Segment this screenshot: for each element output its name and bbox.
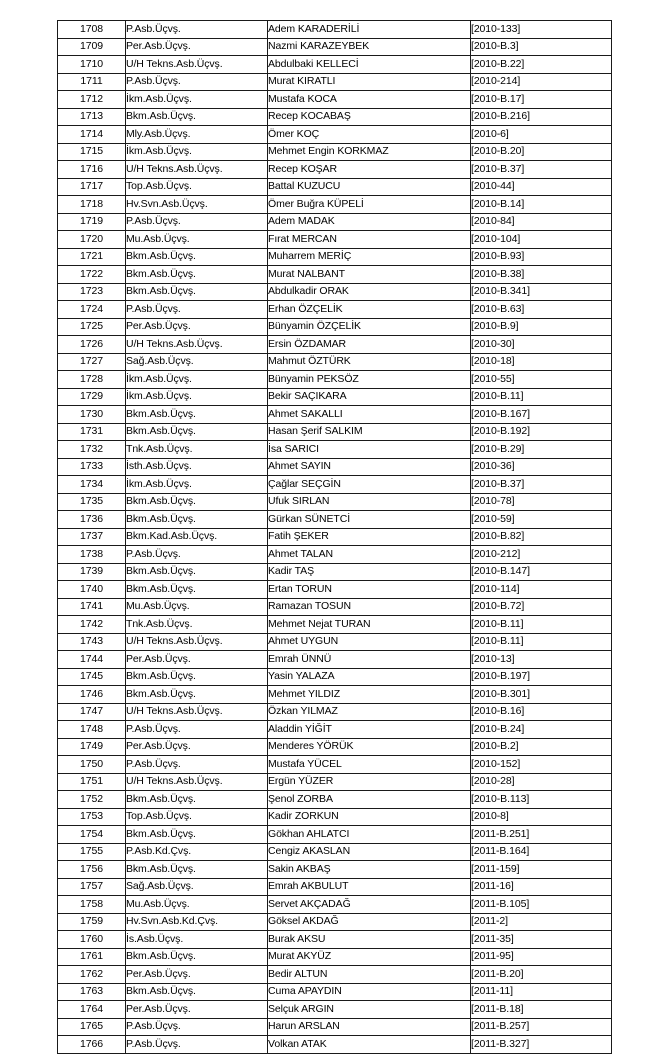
- cell-full-name: Emrah AKBULUT: [268, 878, 471, 896]
- cell-reference-code: [2011-B.327]: [471, 1036, 612, 1054]
- cell-full-name: Ufuk SIRLAN: [268, 493, 471, 511]
- cell-rank: Bkm.Asb.Üçvş.: [126, 108, 268, 126]
- cell-reference-code: [2011-B.251]: [471, 826, 612, 844]
- cell-reference-code: [2010-B.37]: [471, 476, 612, 494]
- table-row: [58, 791, 612, 809]
- cell-reference-code: [2010-B.167]: [471, 406, 612, 424]
- cell-rank: Bkm.Asb.Üçvş.: [126, 511, 268, 529]
- table-row: [58, 423, 612, 441]
- cell-sequence-number: 1729: [58, 388, 126, 406]
- cell-full-name: Mehmet Nejat TURAN: [268, 616, 471, 634]
- cell-reference-code: [2010-B.14]: [471, 196, 612, 214]
- cell-rank: P.Asb.Üçvş.: [126, 546, 268, 564]
- cell-reference-code: [2011-B.20]: [471, 966, 612, 984]
- cell-rank: Per.Asb.Üçvş.: [126, 318, 268, 336]
- cell-reference-code: [2010-B.22]: [471, 56, 612, 74]
- cell-rank: P.Asb.Üçvş.: [126, 301, 268, 319]
- cell-rank: İs.Asb.Üçvş.: [126, 931, 268, 949]
- cell-rank: İkm.Asb.Üçvş.: [126, 388, 268, 406]
- cell-full-name: Ergün YÜZER: [268, 773, 471, 791]
- cell-sequence-number: 1709: [58, 38, 126, 56]
- cell-reference-code: [2010-B.341]: [471, 283, 612, 301]
- cell-rank: Bkm.Asb.Üçvş.: [126, 581, 268, 599]
- cell-full-name: Muharrem MERİÇ: [268, 248, 471, 266]
- cell-rank: Bkm.Asb.Üçvş.: [126, 423, 268, 441]
- cell-rank: Hv.Svn.Asb.Üçvş.: [126, 196, 268, 214]
- cell-rank: U/H Tekns.Asb.Üçvş.: [126, 633, 268, 651]
- cell-rank: Bkm.Asb.Üçvş.: [126, 266, 268, 284]
- cell-sequence-number: 1723: [58, 283, 126, 301]
- cell-full-name: Menderes YÖRÜK: [268, 738, 471, 756]
- cell-full-name: Bedir ALTUN: [268, 966, 471, 984]
- cell-rank: P.Asb.Üçvş.: [126, 1036, 268, 1054]
- cell-reference-code: [2010-B.93]: [471, 248, 612, 266]
- cell-reference-code: [2010-28]: [471, 773, 612, 791]
- cell-reference-code: [2010-212]: [471, 546, 612, 564]
- cell-reference-code: [2010-B.11]: [471, 388, 612, 406]
- cell-sequence-number: 1744: [58, 651, 126, 669]
- cell-sequence-number: 1710: [58, 56, 126, 74]
- table-row: [58, 441, 612, 459]
- cell-sequence-number: 1757: [58, 878, 126, 896]
- cell-sequence-number: 1730: [58, 406, 126, 424]
- cell-full-name: Cengiz AKASLAN: [268, 843, 471, 861]
- cell-sequence-number: 1722: [58, 266, 126, 284]
- table-row: [58, 458, 612, 476]
- cell-rank: P.Asb.Üçvş.: [126, 21, 268, 39]
- cell-sequence-number: 1765: [58, 1018, 126, 1036]
- cell-full-name: Murat KIRATLI: [268, 73, 471, 91]
- cell-rank: Bkm.Asb.Üçvş.: [126, 948, 268, 966]
- cell-reference-code: [2010-B.37]: [471, 161, 612, 179]
- cell-sequence-number: 1752: [58, 791, 126, 809]
- cell-reference-code: [2010-B.24]: [471, 721, 612, 739]
- cell-sequence-number: 1719: [58, 213, 126, 231]
- cell-sequence-number: 1751: [58, 773, 126, 791]
- cell-sequence-number: 1712: [58, 91, 126, 109]
- cell-rank: U/H Tekns.Asb.Üçvş.: [126, 703, 268, 721]
- cell-rank: Bkm.Asb.Üçvş.: [126, 283, 268, 301]
- cell-full-name: Ahmet UYGUN: [268, 633, 471, 651]
- table-row: [58, 91, 612, 109]
- cell-full-name: Recep KOŞAR: [268, 161, 471, 179]
- cell-sequence-number: 1739: [58, 563, 126, 581]
- table-row: [58, 353, 612, 371]
- table-row: [58, 248, 612, 266]
- roster-table-body: [58, 21, 612, 1054]
- cell-reference-code: [2010-B.3]: [471, 38, 612, 56]
- cell-rank: P.Asb.Üçvş.: [126, 73, 268, 91]
- cell-full-name: Cuma APAYDIN: [268, 983, 471, 1001]
- cell-full-name: Servet AKÇADAĞ: [268, 896, 471, 914]
- cell-full-name: Yasin YALAZA: [268, 668, 471, 686]
- cell-rank: P.Asb.Üçvş.: [126, 756, 268, 774]
- cell-reference-code: [2011-11]: [471, 983, 612, 1001]
- table-row: [58, 563, 612, 581]
- cell-reference-code: [2010-59]: [471, 511, 612, 529]
- cell-rank: Top.Asb.Üçvş.: [126, 808, 268, 826]
- cell-rank: U/H Tekns.Asb.Üçvş.: [126, 56, 268, 74]
- cell-rank: U/H Tekns.Asb.Üçvş.: [126, 773, 268, 791]
- cell-reference-code: [2011-95]: [471, 948, 612, 966]
- cell-full-name: Harun ARSLAN: [268, 1018, 471, 1036]
- cell-sequence-number: 1762: [58, 966, 126, 984]
- cell-rank: Bkm.Asb.Üçvş.: [126, 791, 268, 809]
- cell-reference-code: [2010-78]: [471, 493, 612, 511]
- cell-full-name: Murat NALBANT: [268, 266, 471, 284]
- cell-sequence-number: 1721: [58, 248, 126, 266]
- table-row: [58, 38, 612, 56]
- cell-rank: Bkm.Asb.Üçvş.: [126, 563, 268, 581]
- cell-full-name: Volkan ATAK: [268, 1036, 471, 1054]
- cell-reference-code: [2010-55]: [471, 371, 612, 389]
- cell-sequence-number: 1756: [58, 861, 126, 879]
- cell-sequence-number: 1760: [58, 931, 126, 949]
- cell-full-name: Mehmet YILDIZ: [268, 686, 471, 704]
- table-row: [58, 861, 612, 879]
- cell-full-name: Adem KARADERİLİ: [268, 21, 471, 39]
- cell-sequence-number: 1754: [58, 826, 126, 844]
- table-row: [58, 633, 612, 651]
- cell-rank: İkm.Asb.Üçvş.: [126, 143, 268, 161]
- table-row: [58, 931, 612, 949]
- cell-sequence-number: 1766: [58, 1036, 126, 1054]
- cell-rank: Tnk.Asb.Üçvş.: [126, 616, 268, 634]
- cell-sequence-number: 1750: [58, 756, 126, 774]
- cell-rank: Sağ.Asb.Üçvş.: [126, 878, 268, 896]
- cell-full-name: Fatih ŞEKER: [268, 528, 471, 546]
- table-row: [58, 161, 612, 179]
- table-row: [58, 143, 612, 161]
- cell-sequence-number: 1732: [58, 441, 126, 459]
- cell-reference-code: [2010-84]: [471, 213, 612, 231]
- cell-sequence-number: 1741: [58, 598, 126, 616]
- cell-full-name: Şenol ZORBA: [268, 791, 471, 809]
- cell-full-name: Mustafa YÜCEL: [268, 756, 471, 774]
- cell-rank: Bkm.Asb.Üçvş.: [126, 826, 268, 844]
- table-row: [58, 73, 612, 91]
- cell-reference-code: [2010-30]: [471, 336, 612, 354]
- cell-rank: P.Asb.Kd.Çvş.: [126, 843, 268, 861]
- cell-reference-code: [2010-B.72]: [471, 598, 612, 616]
- table-row: [58, 318, 612, 336]
- cell-sequence-number: 1748: [58, 721, 126, 739]
- cell-sequence-number: 1733: [58, 458, 126, 476]
- cell-sequence-number: 1717: [58, 178, 126, 196]
- cell-sequence-number: 1724: [58, 301, 126, 319]
- cell-reference-code: [2010-B.38]: [471, 266, 612, 284]
- cell-full-name: Erhan ÖZÇELİK: [268, 301, 471, 319]
- cell-sequence-number: 1726: [58, 336, 126, 354]
- cell-reference-code: [2010-B.192]: [471, 423, 612, 441]
- cell-full-name: Aladdin YİĞİT: [268, 721, 471, 739]
- cell-rank: Bkm.Kad.Asb.Üçvş.: [126, 528, 268, 546]
- table-row: [58, 301, 612, 319]
- cell-rank: Per.Asb.Üçvş.: [126, 651, 268, 669]
- cell-sequence-number: 1764: [58, 1001, 126, 1019]
- cell-rank: Bkm.Asb.Üçvş.: [126, 668, 268, 686]
- table-row: [58, 773, 612, 791]
- cell-rank: Bkm.Asb.Üçvş.: [126, 861, 268, 879]
- cell-full-name: Mahmut ÖZTÜRK: [268, 353, 471, 371]
- cell-full-name: Hasan Şerif SALKIM: [268, 423, 471, 441]
- cell-reference-code: [2011-2]: [471, 913, 612, 931]
- cell-reference-code: [2010-B.9]: [471, 318, 612, 336]
- cell-reference-code: [2011-159]: [471, 861, 612, 879]
- table-row: [58, 21, 612, 39]
- cell-reference-code: [2010-B.11]: [471, 616, 612, 634]
- cell-reference-code: [2010-36]: [471, 458, 612, 476]
- cell-rank: Mu.Asb.Üçvş.: [126, 231, 268, 249]
- cell-full-name: Recep KOCABAŞ: [268, 108, 471, 126]
- cell-rank: Per.Asb.Üçvş.: [126, 38, 268, 56]
- cell-reference-code: [2010-133]: [471, 21, 612, 39]
- cell-reference-code: [2010-B.216]: [471, 108, 612, 126]
- cell-reference-code: [2011-B.105]: [471, 896, 612, 914]
- cell-rank: Sağ.Asb.Üçvş.: [126, 353, 268, 371]
- cell-full-name: Abdulbaki KELLECİ: [268, 56, 471, 74]
- cell-sequence-number: 1736: [58, 511, 126, 529]
- cell-rank: İkm.Asb.Üçvş.: [126, 371, 268, 389]
- table-row: [58, 896, 612, 914]
- table-row: [58, 1001, 612, 1019]
- cell-sequence-number: 1728: [58, 371, 126, 389]
- table-row: [58, 651, 612, 669]
- cell-rank: P.Asb.Üçvş.: [126, 721, 268, 739]
- cell-sequence-number: 1758: [58, 896, 126, 914]
- cell-sequence-number: 1731: [58, 423, 126, 441]
- cell-rank: Per.Asb.Üçvş.: [126, 1001, 268, 1019]
- table-row: [58, 948, 612, 966]
- table-row: [58, 371, 612, 389]
- cell-rank: U/H Tekns.Asb.Üçvş.: [126, 336, 268, 354]
- cell-full-name: Bünyamin ÖZÇELİK: [268, 318, 471, 336]
- cell-full-name: Ramazan TOSUN: [268, 598, 471, 616]
- cell-reference-code: [2010-214]: [471, 73, 612, 91]
- cell-rank: Bkm.Asb.Üçvş.: [126, 686, 268, 704]
- cell-full-name: Selçuk ARGIN: [268, 1001, 471, 1019]
- cell-sequence-number: 1742: [58, 616, 126, 634]
- table-row: [58, 721, 612, 739]
- cell-sequence-number: 1737: [58, 528, 126, 546]
- cell-sequence-number: 1745: [58, 668, 126, 686]
- cell-sequence-number: 1713: [58, 108, 126, 126]
- table-row: [58, 913, 612, 931]
- cell-rank: Bkm.Asb.Üçvş.: [126, 493, 268, 511]
- cell-reference-code: [2011-B.18]: [471, 1001, 612, 1019]
- cell-rank: Top.Asb.Üçvş.: [126, 178, 268, 196]
- table-row: [58, 178, 612, 196]
- table-row: [58, 756, 612, 774]
- table-row: [58, 266, 612, 284]
- cell-rank: Mu.Asb.Üçvş.: [126, 598, 268, 616]
- cell-full-name: Mustafa KOCA: [268, 91, 471, 109]
- table-row: [58, 581, 612, 599]
- cell-rank: Bkm.Asb.Üçvş.: [126, 406, 268, 424]
- cell-reference-code: [2010-B.16]: [471, 703, 612, 721]
- table-row: [58, 511, 612, 529]
- cell-sequence-number: 1714: [58, 126, 126, 144]
- table-row: [58, 1036, 612, 1054]
- table-row: [58, 843, 612, 861]
- table-row: [58, 598, 612, 616]
- cell-sequence-number: 1708: [58, 21, 126, 39]
- table-row: [58, 283, 612, 301]
- cell-sequence-number: 1763: [58, 983, 126, 1001]
- cell-full-name: Çağlar SEÇGİN: [268, 476, 471, 494]
- cell-rank: P.Asb.Üçvş.: [126, 213, 268, 231]
- cell-reference-code: [2010-B.63]: [471, 301, 612, 319]
- cell-sequence-number: 1734: [58, 476, 126, 494]
- cell-full-name: Gürkan SÜNETCİ: [268, 511, 471, 529]
- table-row: [58, 493, 612, 511]
- cell-full-name: Battal KUZUCU: [268, 178, 471, 196]
- cell-sequence-number: 1747: [58, 703, 126, 721]
- cell-rank: Bkm.Asb.Üçvş.: [126, 248, 268, 266]
- cell-full-name: Ahmet TALAN: [268, 546, 471, 564]
- roster-table: [57, 20, 612, 1054]
- cell-sequence-number: 1755: [58, 843, 126, 861]
- table-row: [58, 808, 612, 826]
- cell-sequence-number: 1725: [58, 318, 126, 336]
- table-row: [58, 703, 612, 721]
- table-row: [58, 196, 612, 214]
- cell-reference-code: [2011-35]: [471, 931, 612, 949]
- cell-full-name: Kadir TAŞ: [268, 563, 471, 581]
- cell-full-name: Mehmet Engin KORKMAZ: [268, 143, 471, 161]
- cell-rank: İsth.Asb.Üçvş.: [126, 458, 268, 476]
- cell-full-name: Bekir SAÇIKARA: [268, 388, 471, 406]
- cell-reference-code: [2010-152]: [471, 756, 612, 774]
- cell-reference-code: [2011-B.164]: [471, 843, 612, 861]
- cell-reference-code: [2010-44]: [471, 178, 612, 196]
- cell-reference-code: [2010-B.2]: [471, 738, 612, 756]
- table-row: [58, 108, 612, 126]
- cell-sequence-number: 1740: [58, 581, 126, 599]
- cell-sequence-number: 1716: [58, 161, 126, 179]
- table-row: [58, 686, 612, 704]
- cell-full-name: Ahmet SAYIN: [268, 458, 471, 476]
- cell-reference-code: [2011-B.257]: [471, 1018, 612, 1036]
- cell-rank: İkm.Asb.Üçvş.: [126, 476, 268, 494]
- cell-full-name: Gökhan AHLATCI: [268, 826, 471, 844]
- table-row: [58, 388, 612, 406]
- cell-rank: Hv.Svn.Asb.Kd.Çvş.: [126, 913, 268, 931]
- table-row: [58, 878, 612, 896]
- cell-full-name: Ahmet SAKALLI: [268, 406, 471, 424]
- cell-reference-code: [2010-8]: [471, 808, 612, 826]
- cell-reference-code: [2010-B.113]: [471, 791, 612, 809]
- table-row: [58, 1018, 612, 1036]
- cell-rank: Per.Asb.Üçvş.: [126, 738, 268, 756]
- table-row: [58, 231, 612, 249]
- cell-sequence-number: 1761: [58, 948, 126, 966]
- cell-full-name: Sakin AKBAŞ: [268, 861, 471, 879]
- cell-sequence-number: 1727: [58, 353, 126, 371]
- cell-sequence-number: 1738: [58, 546, 126, 564]
- table-row: [58, 213, 612, 231]
- cell-reference-code: [2010-B.29]: [471, 441, 612, 459]
- table-row: [58, 826, 612, 844]
- cell-reference-code: [2010-114]: [471, 581, 612, 599]
- cell-reference-code: [2010-B.20]: [471, 143, 612, 161]
- cell-reference-code: [2011-16]: [471, 878, 612, 896]
- cell-full-name: Nazmi KARAZEYBEK: [268, 38, 471, 56]
- cell-sequence-number: 1759: [58, 913, 126, 931]
- table-row: [58, 966, 612, 984]
- cell-sequence-number: 1753: [58, 808, 126, 826]
- cell-reference-code: [2010-104]: [471, 231, 612, 249]
- cell-sequence-number: 1711: [58, 73, 126, 91]
- cell-full-name: Ömer Buğra KÜPELİ: [268, 196, 471, 214]
- cell-rank: İkm.Asb.Üçvş.: [126, 91, 268, 109]
- cell-full-name: Murat AKYÜZ: [268, 948, 471, 966]
- cell-full-name: Adem MADAK: [268, 213, 471, 231]
- cell-rank: Bkm.Asb.Üçvş.: [126, 983, 268, 1001]
- cell-sequence-number: 1720: [58, 231, 126, 249]
- cell-reference-code: [2010-B.11]: [471, 633, 612, 651]
- cell-full-name: Ömer KOÇ: [268, 126, 471, 144]
- cell-rank: Per.Asb.Üçvş.: [126, 966, 268, 984]
- cell-reference-code: [2010-18]: [471, 353, 612, 371]
- table-row: [58, 738, 612, 756]
- cell-rank: Mly.Asb.Üçvş.: [126, 126, 268, 144]
- cell-full-name: Fırat MERCAN: [268, 231, 471, 249]
- cell-full-name: Burak AKSU: [268, 931, 471, 949]
- table-row: [58, 406, 612, 424]
- table-row: [58, 668, 612, 686]
- cell-full-name: Özkan YILMAZ: [268, 703, 471, 721]
- table-row: [58, 616, 612, 634]
- cell-full-name: Ersin ÖZDAMAR: [268, 336, 471, 354]
- cell-sequence-number: 1749: [58, 738, 126, 756]
- cell-reference-code: [2010-B.197]: [471, 668, 612, 686]
- cell-rank: Mu.Asb.Üçvş.: [126, 896, 268, 914]
- cell-reference-code: [2010-13]: [471, 651, 612, 669]
- table-row: [58, 56, 612, 74]
- cell-sequence-number: 1715: [58, 143, 126, 161]
- cell-sequence-number: 1735: [58, 493, 126, 511]
- cell-reference-code: [2010-B.82]: [471, 528, 612, 546]
- cell-rank: Tnk.Asb.Üçvş.: [126, 441, 268, 459]
- cell-sequence-number: 1743: [58, 633, 126, 651]
- cell-reference-code: [2010-6]: [471, 126, 612, 144]
- table-row: [58, 476, 612, 494]
- table-row: [58, 528, 612, 546]
- cell-full-name: Kadir ZORKUN: [268, 808, 471, 826]
- cell-rank: P.Asb.Üçvş.: [126, 1018, 268, 1036]
- table-row: [58, 336, 612, 354]
- cell-full-name: Ertan TORUN: [268, 581, 471, 599]
- cell-reference-code: [2010-B.301]: [471, 686, 612, 704]
- cell-sequence-number: 1746: [58, 686, 126, 704]
- cell-full-name: Abdulkadir ORAK: [268, 283, 471, 301]
- cell-full-name: Emrah ÜNNÜ: [268, 651, 471, 669]
- cell-sequence-number: 1718: [58, 196, 126, 214]
- cell-full-name: İsa SARICI: [268, 441, 471, 459]
- cell-full-name: Bünyamin PEKSÖZ: [268, 371, 471, 389]
- table-row: [58, 126, 612, 144]
- cell-full-name: Göksel AKDAĞ: [268, 913, 471, 931]
- table-row: [58, 983, 612, 1001]
- cell-rank: U/H Tekns.Asb.Üçvş.: [126, 161, 268, 179]
- table-row: [58, 546, 612, 564]
- cell-reference-code: [2010-B.147]: [471, 563, 612, 581]
- cell-reference-code: [2010-B.17]: [471, 91, 612, 109]
